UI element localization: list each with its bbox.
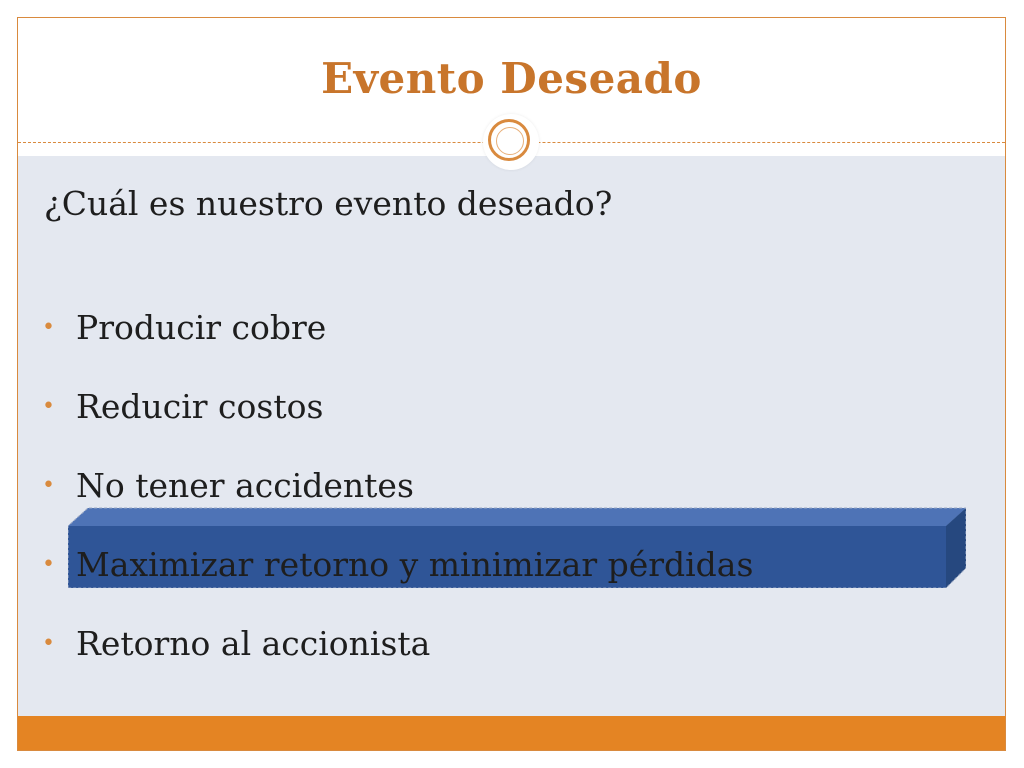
bullet-item <box>42 385 753 464</box>
bullet-dot-icon: • <box>42 315 55 340</box>
bullet-text: Maximizar retorno y minimizar pérdidas <box>76 545 754 584</box>
slide-frame <box>17 17 1006 751</box>
bullet-text: Producir cobre <box>76 308 327 347</box>
slide-question: ¿Cuál es nuestro evento deseado? <box>44 184 613 223</box>
medallion-inner-ring <box>496 127 524 155</box>
bullet-text: Reducir costos <box>76 387 324 426</box>
bullet-text: No tener accidentes <box>76 466 414 505</box>
medallion-ring <box>488 119 530 161</box>
bullet-text: Retorno al accionista <box>76 624 431 663</box>
bullet-dot-icon: • <box>42 552 55 577</box>
bullet-item <box>42 464 753 543</box>
slide-title: Evento Deseado <box>321 54 702 103</box>
bullet-dot-icon: • <box>42 394 55 419</box>
bullet-dot-icon: • <box>42 473 55 498</box>
bullet-item <box>42 306 753 385</box>
bottom-accent-bar <box>18 716 1005 750</box>
bullet-item-highlighted <box>42 543 753 622</box>
circle-ornament-icon <box>483 114 539 170</box>
bullet-list <box>42 306 753 701</box>
bullet-dot-icon: • <box>42 631 55 656</box>
bullet-item <box>42 622 753 701</box>
